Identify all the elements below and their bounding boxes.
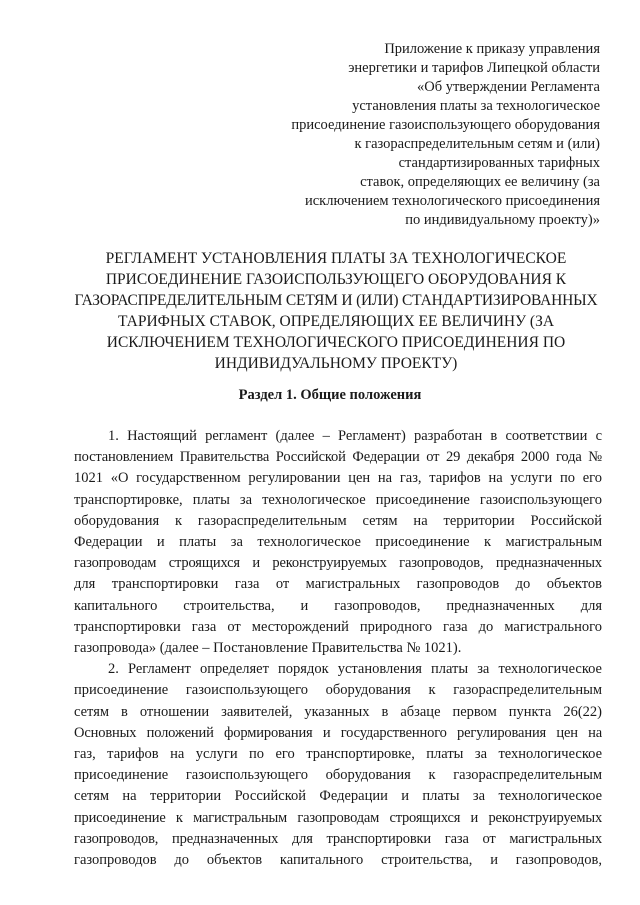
document-body [74,426,602,871]
text-line: 1021 «О государственном регулировании цен на газ, тарифов на услуги по его [74,470,602,487]
text-line: сетям в отношении заявителей, указанных в абзаце первом пункта 26(22) [74,703,602,720]
text-line: оборудования к газораспределительным сетям на территории Российской [74,512,602,529]
document-title [68,248,604,374]
text-line: газопроводов до объектов капитального строительства, и газопроводов, [74,852,602,869]
text-line: транспортировке, платы за технологическое присоединение газоиспользующего [74,491,602,508]
annex-line: Приложение к приказу управления [384,41,600,57]
title-line: РЕГЛАМЕНТ УСТАНОВЛЕНИЯ ПЛАТЫ ЗА ТЕХНОЛОГИЧЕСКОЕ [105,250,567,267]
annex-line: исключением технологического присоединения [304,193,600,209]
annex-line: по индивидуальному проекту)» [405,212,600,228]
annex-line: установления платы за технологическое [352,98,600,114]
annex-line: стандартизированных тарифных [398,155,600,171]
annex-line: энергетики и тарифов Липецкой области [348,60,600,76]
text-line: для транспортировки газа от магистральных газопроводов до объектов [74,576,602,593]
text-line: 1. Настоящий регламент (далее – Регламент) разработан в соответствии с [108,428,602,444]
text-line: присоединение к магистральным газопроводам строящихся и реконструируемых [74,809,602,826]
text-line: Федерации и платы за технологическое присоединение к магистральным [74,534,602,551]
paragraph-2 [74,659,602,871]
annex-line: к газораспределительным сетям и (или) [354,136,600,152]
text-line: присоединение газоиспользующего оборудования к газораспределительным [74,682,602,699]
title-line: ТАРИФНЫХ СТАВОК, ОПРЕДЕЛЯЮЩИХ ЕЕ ВЕЛИЧИНУ (ЗА [117,313,555,330]
title-line: ГАЗОРАСПРЕДЕЛИТЕЛЬНЫМ СЕТЯМ И (ИЛИ) СТАНДАРТИЗИРОВАННЫХ [74,292,598,309]
annex-line: ставок, определяющих ее величину (за [360,174,600,190]
text-line: капитального строительства, и газопроводов, предназначенных для [74,597,602,614]
text-line: постановлением Правительства Российской Федерации от 29 декабря 2000 года № [74,449,602,466]
paragraph-1 [74,426,602,659]
section-heading: Раздел 1. Общие положения [238,387,422,403]
title-line: ИНДИВИДУАЛЬНОМУ ПРОЕКТУ) [214,355,458,372]
text-line: Основных положений формирования и государственного регулирования цен на [74,724,602,741]
text-line: газ, тарифов на услуги по его транспортировке, платы за технологическое [74,746,602,763]
text-line: газопроводам строящихся и реконструируемых газопроводов, предназначенных [74,555,602,572]
text-line: транспортировки газа от месторождений природного газа до магистрального [74,618,602,635]
text-line: газопроводов, предназначенных для транспортировки газа от магистральных [74,830,602,847]
annex-line: присоединение газоиспользующего оборудования [291,117,600,133]
text-line: присоединение газоиспользующего оборудования к газораспределительным [74,767,602,784]
annex-header [240,40,600,230]
text-line: 2. Регламент определяет порядок установления платы за технологическое [108,661,602,678]
text-line: газопровода» (далее – Постановление Правительства № 1021). [74,640,462,657]
text-line: сетям на территории Российской Федерации и платы за технологическое [74,788,602,805]
annex-line: «Об утверждении Регламента [416,79,600,95]
title-line: ИСКЛЮЧЕНИЕМ ТЕХНОЛОГИЧЕСКОГО ПРИСОЕДИНЕНИЯ ПО [106,334,566,351]
title-line: ПРИСОЕДИНЕНИЕ ГАЗОИСПОЛЬЗУЮЩЕГО ОБОРУДОВАНИЯ К [105,271,567,288]
